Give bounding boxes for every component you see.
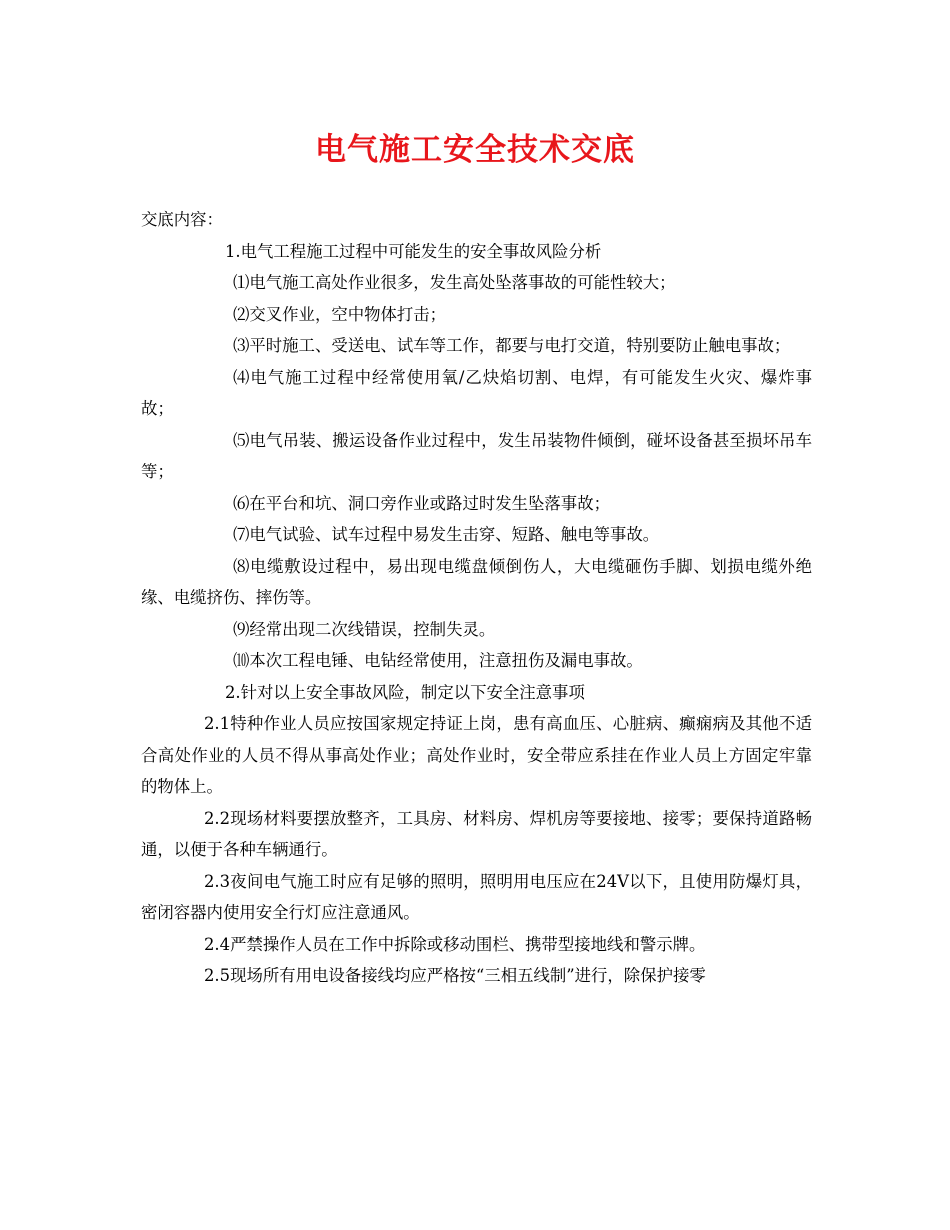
measure-item-2-5: 2.5现场所有用电设备接线均应严格按“三相五线制”进行，除保护接零: [204, 966, 706, 985]
document-title: 电气施工安全技术交底: [315, 132, 635, 168]
document-body: [141, 204, 812, 992]
risk-item-8: ⑻电缆敷设过程中，易出现电缆盘倾倒伤人，大电缆砸伤手脚、划损电缆外绝缘、电缆挤伤、摔伤等。: [141, 556, 812, 607]
measure-item-2-1: 2.1特种作业人员应按国家规定持证上岗，患有高血压、心脏病、癫痫病及其他不适合高处作业的人员不得从事高处作业；高处作业时，安全带应系挂在作业人员上方固定牢靠的物体上。: [141, 714, 812, 796]
risk-item-10: ⑽本次工程电锤、电钻经常使用，注意扭伤及漏电事故。: [233, 651, 643, 670]
risk-item-9: ⑼经常出现二次线错误，控制失灵。: [233, 619, 496, 639]
intro-label: 交底内容：: [141, 210, 223, 229]
risk-item-7: ⑺电气试验、试车过程中易发生击穿、短路、触电等事故。: [233, 525, 660, 544]
risk-item-4: ⑷电气施工过程中经常使用氧/乙炔焰切割、电焊，有可能发生火灾、爆炸事故；: [141, 367, 812, 418]
risk-item-6: ⑹在平台和坑、洞口旁作业或路过时发生坠落事故；: [233, 493, 610, 513]
measure-item-2-4: 2.4严禁操作人员在工作中拆除或移动围栏、携带型接地线和警示牌。: [204, 934, 706, 954]
section-2-heading: 2.针对以上安全事故风险，制定以下安全注意事项: [225, 682, 585, 702]
section-1-heading: 1.电气工程施工过程中可能发生的安全事故风险分析: [225, 241, 602, 261]
risk-item-5: ⑸电气吊装、搬运设备作业过程中，发生吊装物件倾倒，碰坏设备甚至损坏吊车等；: [141, 430, 812, 481]
risk-item-1: ⑴电气施工高处作业很多，发生高处坠落事故的可能性较大；: [233, 273, 676, 292]
measure-item-2-2: 2.2现场材料要摆放整齐，工具房、材料房、焊机房等要接地、接零；要保持道路畅通，以便于各种车辆通行。: [141, 808, 812, 859]
measure-item-2-3: 2.3夜间电气施工时应有足够的照明，照明用电压应在24V以下，且使用防爆灯具，密闭容器内使用安全行灯应注意通风。: [141, 871, 812, 922]
risk-item-2: ⑵交叉作业，空中物体打击；: [233, 304, 447, 324]
risk-item-3: ⑶平时施工、受送电、试车等工作，都要与电打交道，特别要防止触电事故；: [233, 336, 791, 355]
